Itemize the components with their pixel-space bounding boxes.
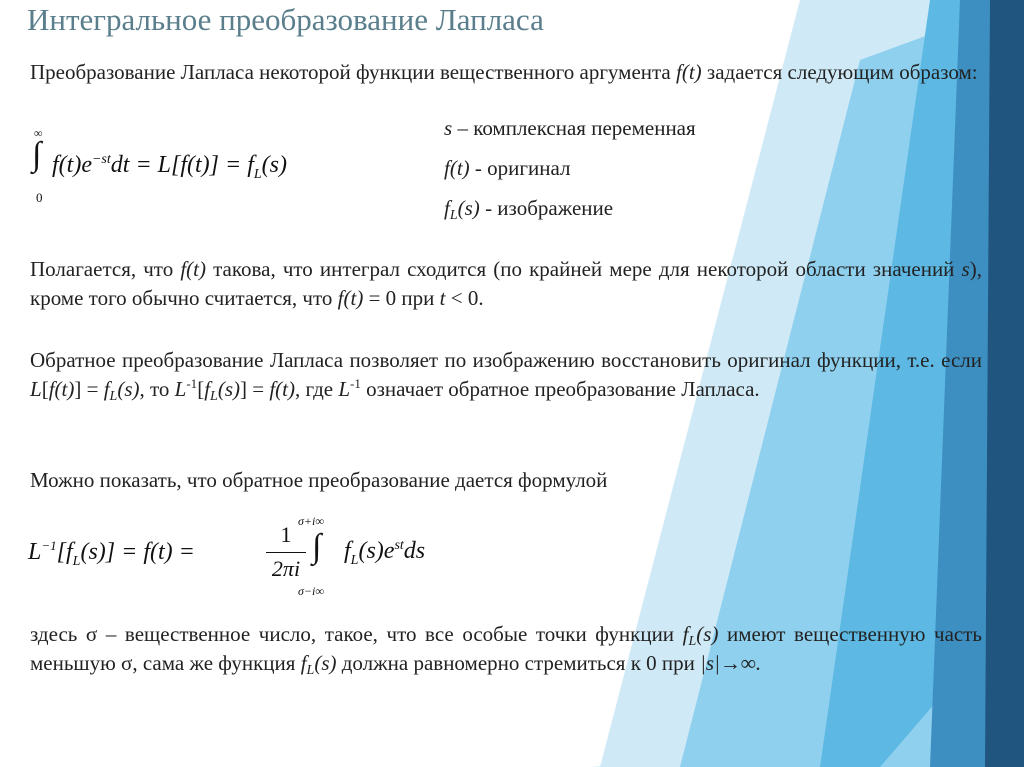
fraction-bar [266,552,306,553]
integral-symbol: ∫ [32,136,42,173]
intro-paragraph: Преобразование Лапласа некоторой функции вещественного аргумента f(t) задается следующим образом: [30,60,978,84]
definition-s: s – комплексная переменная [444,116,696,140]
integral-symbol-2: ∫ [312,528,322,565]
definition-image: $f_L(s)$ - изображение [444,196,614,223]
page-title: Интегральное преобразование Лапласа [27,2,544,37]
navy-band [985,0,1024,767]
convergence-paragraph: Полагается, что f(t) такова, что интеграл сходится (по крайней мере для некоторой области значений s), кроме того обычно считается, что f(t) = 0 при t < 0. [30,257,982,310]
inverse-laplace-formula: $L^{-1}[f_L(s)] = f(t)$ = 1 2πi σ+i∞ ∫ σ−i∞ $f_L(s)e^{st}ds$ [28,514,426,598]
inverse-transform-paragraph: Обратное преобразование Лапласа позволяет по изображению восстановить оригинал функции, т.е. если $L[f(t)] = f_L(s)$, то $L^{-1}[f_L(s)] = f(t)$, где $L^{-1}$ означает обратное преобразование Лапласа. [30,348,982,404]
formula-intro-paragraph: Можно показать, что обратное преобразование дается формулой [30,468,608,492]
definition-original: f(t) - оригинал [444,156,571,180]
sigma-condition-paragraph: здесь σ – вещественное число, такое, что все особые точки функции $f_L(s)$ имеют вещественную часть меньшую σ, сама же функция $f_L(s)$ должна равномерно стремиться к 0 при |s|→∞. [30,622,982,678]
